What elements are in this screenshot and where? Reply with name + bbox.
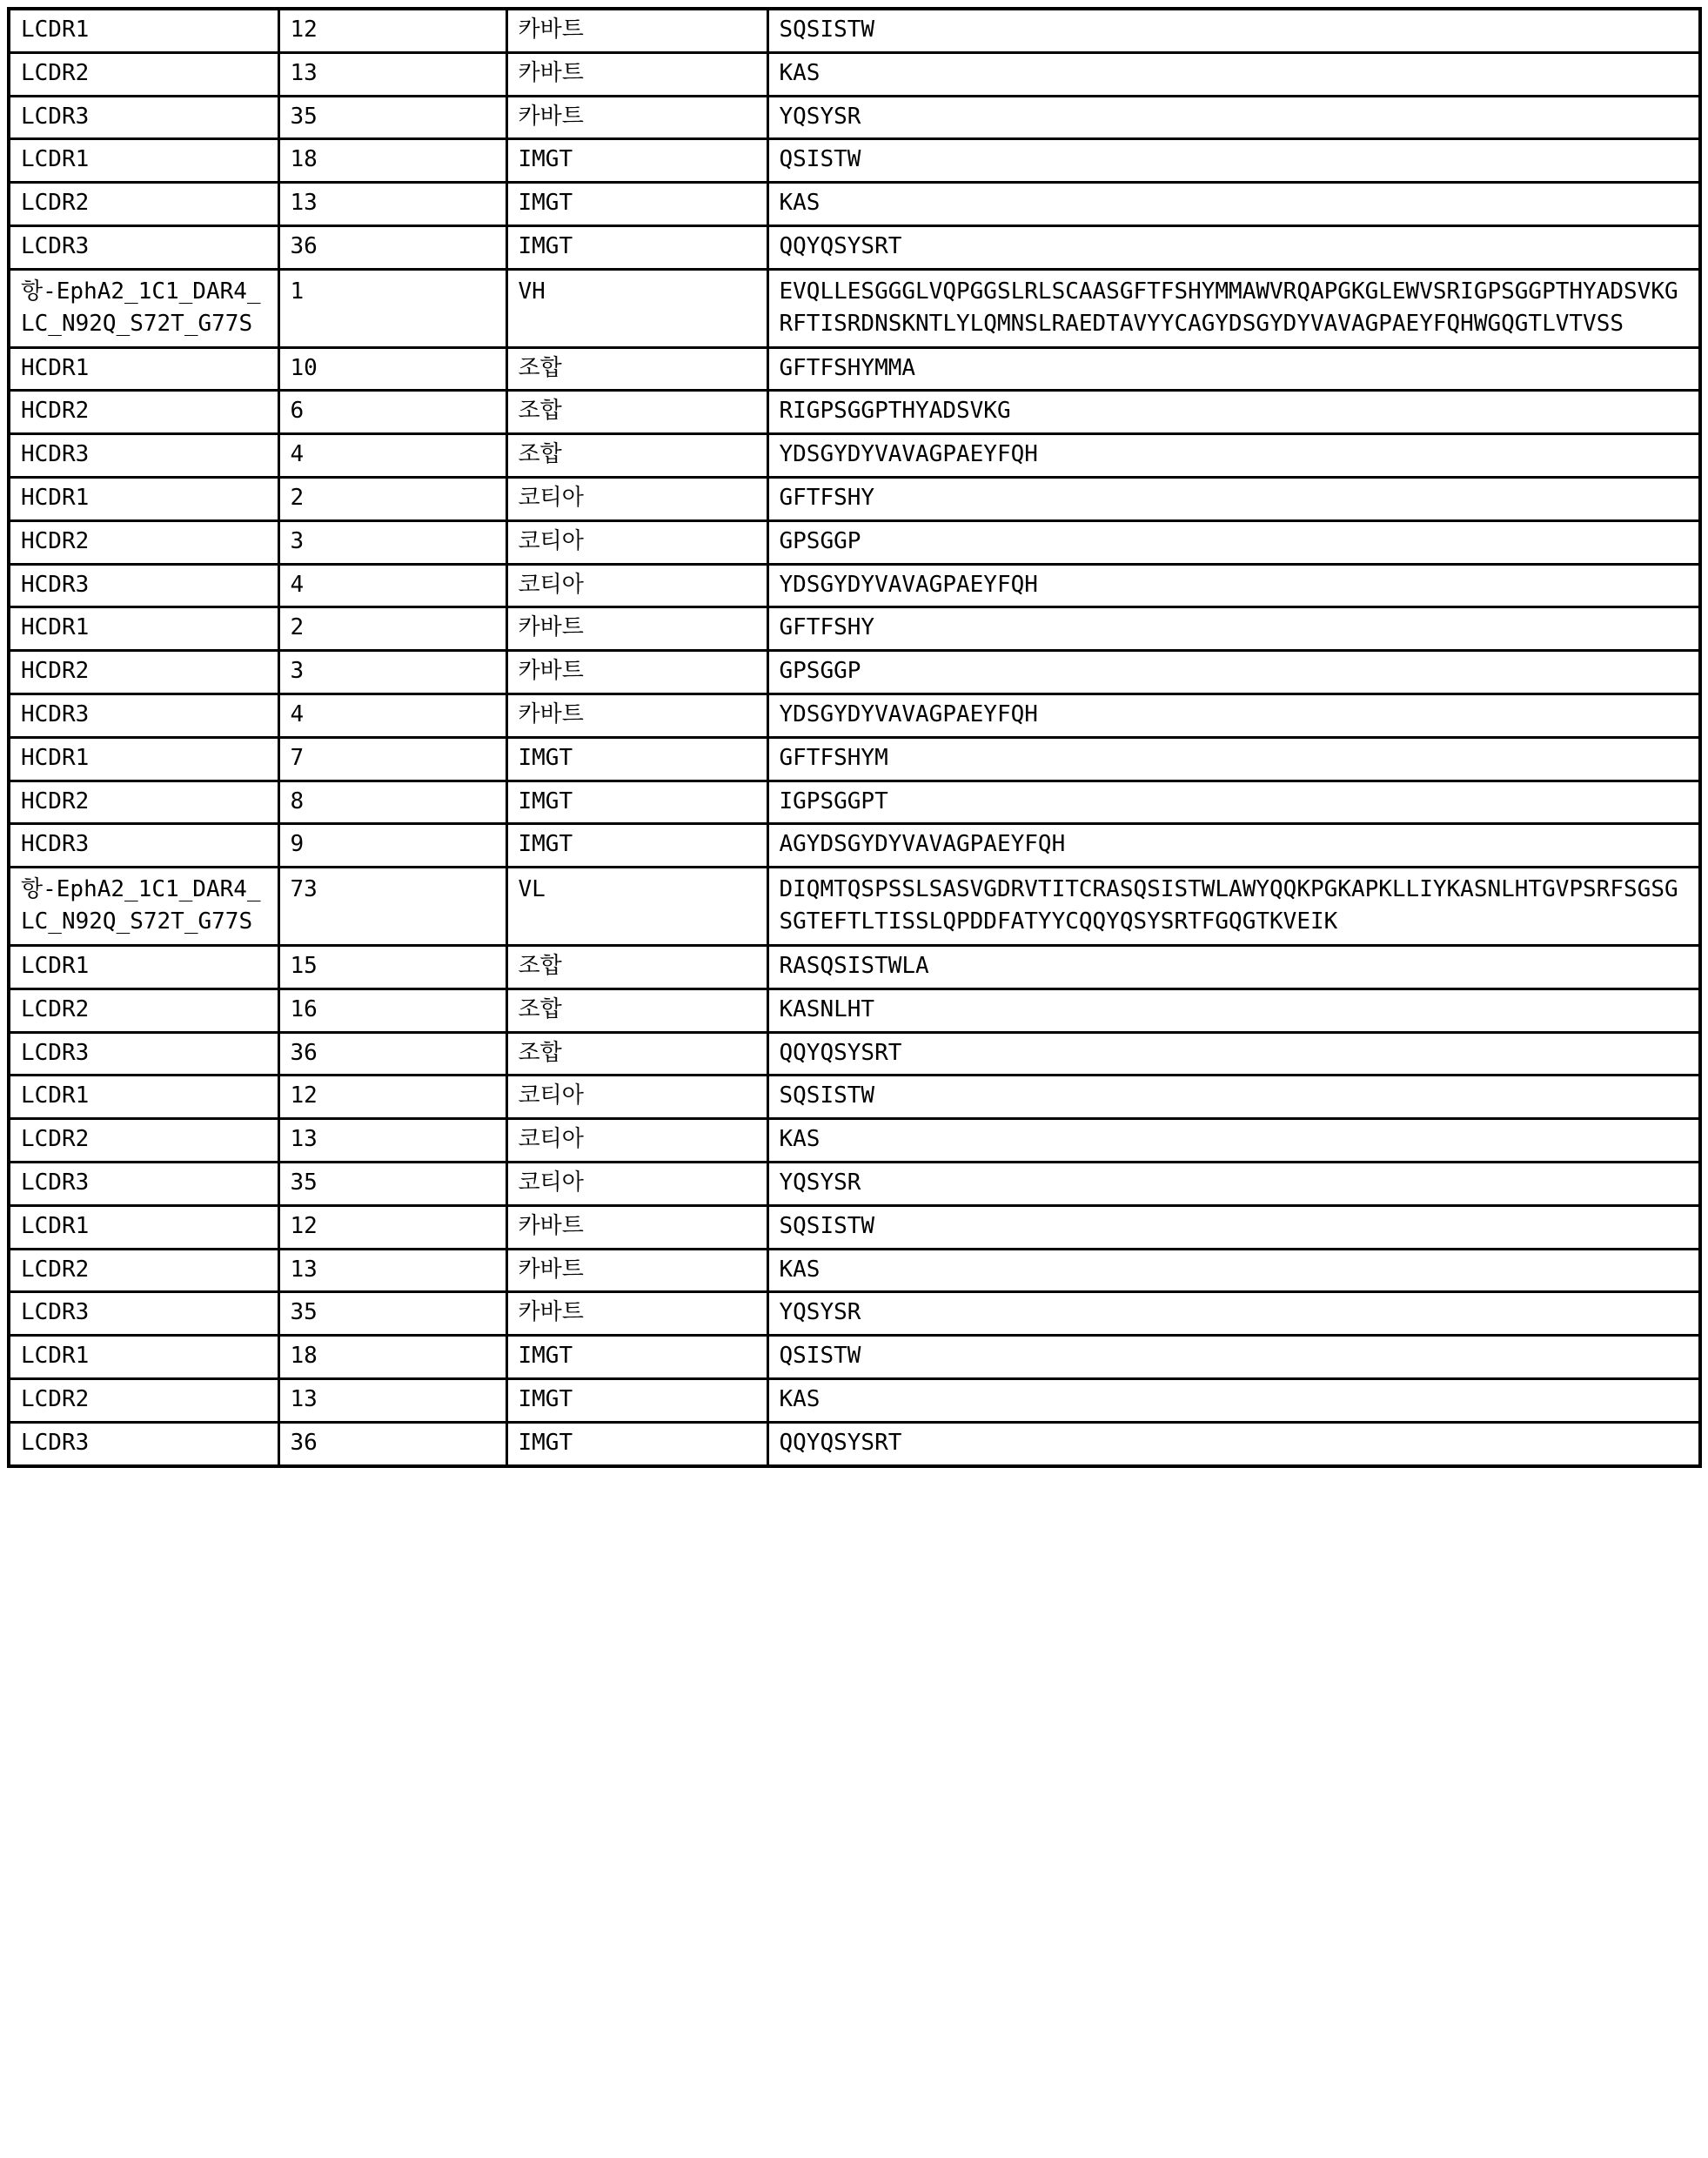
cell-region-name: LCDR1 bbox=[9, 139, 278, 183]
cell-region-name: HCDR3 bbox=[9, 694, 278, 737]
cell-sequence-id-number: 8 bbox=[278, 781, 506, 824]
table-row bbox=[9, 1292, 1700, 1336]
cell-sequence-id-number: 12 bbox=[278, 1076, 506, 1119]
table-row bbox=[9, 868, 1700, 946]
cell-numbering-convention: 카바트 bbox=[506, 651, 767, 694]
cell-amino-acid-sequence: KASNLHT bbox=[767, 989, 1700, 1032]
cell-region-name: LCDR1 bbox=[9, 1076, 278, 1119]
cell-sequence-id-number: 2 bbox=[278, 607, 506, 651]
cell-amino-acid-sequence: YDSGYDYVAVAGPAEYFQH bbox=[767, 564, 1700, 607]
cell-region-name: LCDR2 bbox=[9, 1378, 278, 1422]
cell-numbering-convention: IMGT bbox=[506, 737, 767, 781]
cell-sequence-id-number: 18 bbox=[278, 139, 506, 183]
cell-numbering-convention: 코티아 bbox=[506, 477, 767, 520]
cell-amino-acid-sequence: GPSGGP bbox=[767, 520, 1700, 564]
cell-sequence-id-number: 4 bbox=[278, 564, 506, 607]
cell-sequence-id-number: 13 bbox=[278, 1119, 506, 1163]
table-row bbox=[9, 434, 1700, 478]
cell-region-name: HCDR1 bbox=[9, 477, 278, 520]
cell-sequence-id-number: 10 bbox=[278, 347, 506, 391]
cell-numbering-convention: 코티아 bbox=[506, 1119, 767, 1163]
cell-sequence-id-number: 18 bbox=[278, 1336, 506, 1379]
cell-amino-acid-sequence: YDSGYDYVAVAGPAEYFQH bbox=[767, 434, 1700, 478]
cell-numbering-convention: 조합 bbox=[506, 945, 767, 989]
table-row bbox=[9, 737, 1700, 781]
table-row bbox=[9, 1205, 1700, 1249]
cell-region-name: 항-EphA2_1C1_DAR4_LC_N92Q_S72T_G77S bbox=[9, 269, 278, 347]
table-row bbox=[9, 1032, 1700, 1076]
cell-sequence-id-number: 36 bbox=[278, 225, 506, 269]
cell-amino-acid-sequence: GFTFSHY bbox=[767, 607, 1700, 651]
cell-numbering-convention: VH bbox=[506, 269, 767, 347]
cell-amino-acid-sequence: YDSGYDYVAVAGPAEYFQH bbox=[767, 694, 1700, 737]
cell-sequence-id-number: 13 bbox=[278, 52, 506, 96]
cell-amino-acid-sequence: GFTFSHYMMA bbox=[767, 347, 1700, 391]
cell-region-name: HCDR1 bbox=[9, 737, 278, 781]
cell-sequence-id-number: 2 bbox=[278, 477, 506, 520]
table-row bbox=[9, 1076, 1700, 1119]
cell-region-name: LCDR1 bbox=[9, 945, 278, 989]
table-row bbox=[9, 824, 1700, 868]
cell-sequence-id-number: 1 bbox=[278, 269, 506, 347]
table-row bbox=[9, 1336, 1700, 1379]
cell-amino-acid-sequence: KAS bbox=[767, 1378, 1700, 1422]
cell-sequence-id-number: 13 bbox=[278, 1378, 506, 1422]
cell-sequence-id-number: 35 bbox=[278, 1162, 506, 1205]
cell-region-name: LCDR1 bbox=[9, 1205, 278, 1249]
cell-amino-acid-sequence: SQSISTW bbox=[767, 1205, 1700, 1249]
table-body bbox=[9, 9, 1700, 1466]
cell-sequence-id-number: 16 bbox=[278, 989, 506, 1032]
cell-amino-acid-sequence: EVQLLESGGGLVQPGGSLRLSCAASGFTFSHYMMAWVRQAPGKGLEWVSRIGPSGGPTHYADSVKGRFTISRDNSKNTLYLQMNSLRAEDTAVYYCAGYDSGYDYVAVAGPAEYFQHWGQGTLVTVSS bbox=[767, 269, 1700, 347]
cell-numbering-convention: 카바트 bbox=[506, 1249, 767, 1292]
cell-numbering-convention: IMGT bbox=[506, 139, 767, 183]
cell-region-name: HCDR2 bbox=[9, 391, 278, 434]
cell-region-name: HCDR2 bbox=[9, 781, 278, 824]
cell-amino-acid-sequence: IGPSGGPT bbox=[767, 781, 1700, 824]
cell-amino-acid-sequence: GFTFSHYM bbox=[767, 737, 1700, 781]
cell-sequence-id-number: 35 bbox=[278, 1292, 506, 1336]
cell-numbering-convention: 카바트 bbox=[506, 1205, 767, 1249]
cell-numbering-convention: 조합 bbox=[506, 1032, 767, 1076]
cell-region-name: LCDR3 bbox=[9, 1032, 278, 1076]
cell-region-name: LCDR2 bbox=[9, 1119, 278, 1163]
cell-sequence-id-number: 3 bbox=[278, 520, 506, 564]
cell-amino-acid-sequence: KAS bbox=[767, 1119, 1700, 1163]
cell-sequence-id-number: 36 bbox=[278, 1422, 506, 1465]
cell-numbering-convention: 카바트 bbox=[506, 694, 767, 737]
cell-numbering-convention: 조합 bbox=[506, 391, 767, 434]
cell-region-name: HCDR3 bbox=[9, 824, 278, 868]
table-row bbox=[9, 225, 1700, 269]
cell-amino-acid-sequence: SQSISTW bbox=[767, 9, 1700, 52]
table-row bbox=[9, 651, 1700, 694]
cell-numbering-convention: IMGT bbox=[506, 225, 767, 269]
cell-amino-acid-sequence: DIQMTQSPSSLSASVGDRVTITCRASQSISTWLAWYQQKPGKAPKLLIYKASNLHTGVPSRFSGSGSGTEFTLTISSLQPDDFATYYCQQYQSYSRTFGQGTKVEIK bbox=[767, 868, 1700, 946]
cell-sequence-id-number: 15 bbox=[278, 945, 506, 989]
cell-amino-acid-sequence: RASQSISTWLA bbox=[767, 945, 1700, 989]
cell-region-name: LCDR2 bbox=[9, 52, 278, 96]
table-row bbox=[9, 781, 1700, 824]
table-row bbox=[9, 391, 1700, 434]
cell-numbering-convention: 조합 bbox=[506, 347, 767, 391]
cell-amino-acid-sequence: QQYQSYSRT bbox=[767, 225, 1700, 269]
cell-numbering-convention: 코티아 bbox=[506, 564, 767, 607]
cell-sequence-id-number: 13 bbox=[278, 183, 506, 226]
table-row bbox=[9, 269, 1700, 347]
table-row bbox=[9, 139, 1700, 183]
cell-amino-acid-sequence: KAS bbox=[767, 183, 1700, 226]
table-row bbox=[9, 347, 1700, 391]
table-row bbox=[9, 52, 1700, 96]
table-row bbox=[9, 96, 1700, 139]
cell-numbering-convention: 카바트 bbox=[506, 607, 767, 651]
cell-region-name: LCDR2 bbox=[9, 1249, 278, 1292]
cell-amino-acid-sequence: GPSGGP bbox=[767, 651, 1700, 694]
cell-region-name: HCDR1 bbox=[9, 607, 278, 651]
cell-sequence-id-number: 6 bbox=[278, 391, 506, 434]
cell-numbering-convention: IMGT bbox=[506, 1378, 767, 1422]
cell-region-name: LCDR1 bbox=[9, 1336, 278, 1379]
cell-sequence-id-number: 4 bbox=[278, 694, 506, 737]
cell-amino-acid-sequence: YQSYSR bbox=[767, 96, 1700, 139]
cell-numbering-convention: 카바트 bbox=[506, 96, 767, 139]
cell-sequence-id-number: 73 bbox=[278, 868, 506, 946]
cell-sequence-id-number: 7 bbox=[278, 737, 506, 781]
cell-sequence-id-number: 9 bbox=[278, 824, 506, 868]
cell-amino-acid-sequence: QQYQSYSRT bbox=[767, 1032, 1700, 1076]
table-row bbox=[9, 564, 1700, 607]
cell-sequence-id-number: 12 bbox=[278, 1205, 506, 1249]
cell-numbering-convention: IMGT bbox=[506, 1336, 767, 1379]
cell-numbering-convention: 조합 bbox=[506, 989, 767, 1032]
table-row bbox=[9, 1249, 1700, 1292]
cell-amino-acid-sequence: QSISTW bbox=[767, 1336, 1700, 1379]
cell-amino-acid-sequence: YQSYSR bbox=[767, 1292, 1700, 1336]
cell-amino-acid-sequence: GFTFSHY bbox=[767, 477, 1700, 520]
cell-amino-acid-sequence: RIGPSGGPTHYADSVKG bbox=[767, 391, 1700, 434]
cell-sequence-id-number: 3 bbox=[278, 651, 506, 694]
cell-amino-acid-sequence: QQYQSYSRT bbox=[767, 1422, 1700, 1465]
table-row bbox=[9, 989, 1700, 1032]
cell-numbering-convention: 조합 bbox=[506, 434, 767, 478]
cell-region-name: LCDR3 bbox=[9, 1292, 278, 1336]
cell-region-name: HCDR1 bbox=[9, 347, 278, 391]
cell-numbering-convention: 코티아 bbox=[506, 520, 767, 564]
cell-numbering-convention: 카바트 bbox=[506, 9, 767, 52]
table-row bbox=[9, 1422, 1700, 1465]
table-row bbox=[9, 694, 1700, 737]
table-row bbox=[9, 477, 1700, 520]
cell-numbering-convention: 코티아 bbox=[506, 1076, 767, 1119]
cell-region-name: LCDR3 bbox=[9, 1162, 278, 1205]
cell-numbering-convention: IMGT bbox=[506, 183, 767, 226]
table-row bbox=[9, 1378, 1700, 1422]
cell-amino-acid-sequence: SQSISTW bbox=[767, 1076, 1700, 1119]
cell-region-name: HCDR2 bbox=[9, 651, 278, 694]
cell-amino-acid-sequence: KAS bbox=[767, 52, 1700, 96]
cell-sequence-id-number: 13 bbox=[278, 1249, 506, 1292]
cell-amino-acid-sequence: QSISTW bbox=[767, 139, 1700, 183]
table-row bbox=[9, 1162, 1700, 1205]
cell-numbering-convention: 카바트 bbox=[506, 1292, 767, 1336]
table-row bbox=[9, 520, 1700, 564]
cell-sequence-id-number: 36 bbox=[278, 1032, 506, 1076]
table-row bbox=[9, 183, 1700, 226]
cell-region-name: LCDR2 bbox=[9, 989, 278, 1032]
cell-sequence-id-number: 4 bbox=[278, 434, 506, 478]
cell-region-name: HCDR2 bbox=[9, 520, 278, 564]
cell-numbering-convention: IMGT bbox=[506, 824, 767, 868]
cell-region-name: 항-EphA2_1C1_DAR4_LC_N92Q_S72T_G77S bbox=[9, 868, 278, 946]
cell-region-name: HCDR3 bbox=[9, 564, 278, 607]
table-row bbox=[9, 607, 1700, 651]
cell-sequence-id-number: 35 bbox=[278, 96, 506, 139]
cell-numbering-convention: IMGT bbox=[506, 1422, 767, 1465]
table-row bbox=[9, 1119, 1700, 1163]
table-row bbox=[9, 9, 1700, 52]
cell-region-name: LCDR3 bbox=[9, 1422, 278, 1465]
cell-region-name: LCDR3 bbox=[9, 225, 278, 269]
cell-numbering-convention: 코티아 bbox=[506, 1162, 767, 1205]
cell-region-name: HCDR3 bbox=[9, 434, 278, 478]
cell-region-name: LCDR3 bbox=[9, 96, 278, 139]
cell-amino-acid-sequence: AGYDSGYDYVAVAGPAEYFQH bbox=[767, 824, 1700, 868]
cell-numbering-convention: IMGT bbox=[506, 781, 767, 824]
table-row bbox=[9, 945, 1700, 989]
cell-amino-acid-sequence: YQSYSR bbox=[767, 1162, 1700, 1205]
cell-region-name: LCDR2 bbox=[9, 183, 278, 226]
cell-amino-acid-sequence: KAS bbox=[767, 1249, 1700, 1292]
cell-region-name: LCDR1 bbox=[9, 9, 278, 52]
cell-numbering-convention: VL bbox=[506, 868, 767, 946]
cell-numbering-convention: 카바트 bbox=[506, 52, 767, 96]
cell-sequence-id-number: 12 bbox=[278, 9, 506, 52]
sequence-listing-table bbox=[7, 7, 1702, 1468]
